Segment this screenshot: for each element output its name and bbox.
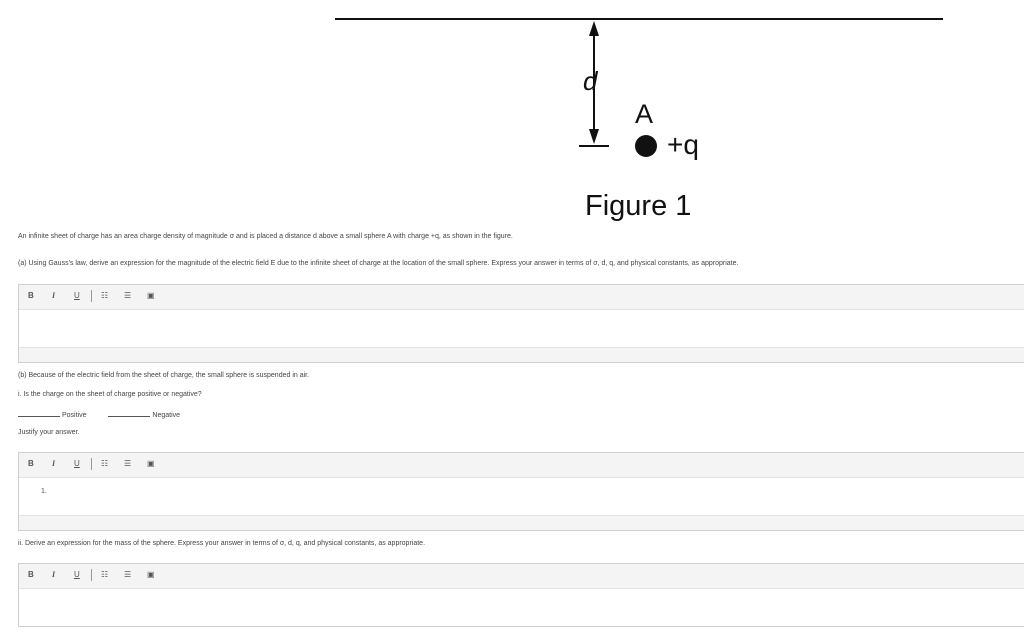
toolbar-divider [91,458,92,470]
editor-toolbar [19,285,1024,310]
positive-blank[interactable] [18,409,60,417]
figure-diagram [0,0,1024,230]
bullet-list-icon[interactable]: ☷ [101,459,109,468]
italic-button[interactable]: I [52,570,56,579]
underline-button[interactable]: U [74,459,80,468]
editor-footer [19,515,1024,530]
negative-blank[interactable] [108,409,150,417]
editor-toolbar [19,453,1024,478]
editor-toolbar [19,564,1024,589]
insert-image-icon[interactable]: ▣ [147,291,155,300]
intro-text: An infinite sheet of charge has an area charge density of magnitude σ and is placed a distance d above a small sphere A with charge +q, as shown in the figure. [18,233,513,240]
editor-text-area[interactable] [19,478,1024,515]
part-b-question-i: i. Is the charge on the sheet of charge positive or negative? [18,391,202,398]
part-b-prompt: (b) Because of the electric field from the sheet of charge, the small sphere is suspended in air. [18,372,310,379]
italic-button[interactable]: I [52,291,56,300]
underline-button[interactable]: U [74,291,80,300]
italic-button[interactable]: I [52,459,56,468]
numbered-list-icon[interactable]: ☰ [124,570,132,579]
charge-label: +q [667,129,699,160]
bold-button[interactable]: B [28,570,34,579]
bold-button[interactable]: B [28,291,34,300]
sphere-a [635,135,657,157]
part-a-prompt: (a) Using Gauss's law, derive an expression for the magnitude of the electric field E due to the infinite sheet of charge at the location of the small sphere. Express your answer in terms of σ, d, q, and physical constants, as appropriate. [18,260,739,267]
part-b-question-ii: ii. Derive an expression for the mass of the sphere. Express your answer in terms of σ, d, q, and physical constants, as appropriate. [18,540,426,547]
answer-editor-b-ii [18,563,1024,627]
editor-text-area[interactable] [19,310,1024,347]
answer-editor-b-i [18,452,1024,531]
insert-image-icon[interactable]: ▣ [147,459,155,468]
answer-editor-a [18,284,1024,363]
editor-text-area[interactable] [19,589,1024,626]
toolbar-divider [91,569,92,581]
distance-label: d [583,66,598,96]
insert-image-icon[interactable]: ▣ [147,570,155,579]
distance-arrow-head-down [589,129,599,144]
underline-button[interactable]: U [74,570,80,579]
distance-arrow-head-up [589,21,599,36]
numbered-list-icon[interactable]: ☰ [124,291,132,300]
bold-button[interactable]: B [28,459,34,468]
figure-caption: Figure 1 [585,190,692,222]
option-negative-label[interactable]: Negative [152,412,181,419]
choice-row [18,409,180,419]
editor-footer [19,347,1024,362]
option-positive-label[interactable]: Positive [62,412,87,419]
editor-list-item: 1. [41,488,47,495]
toolbar-divider [91,290,92,302]
numbered-list-icon[interactable]: ☰ [124,459,132,468]
figure-1 [0,0,1024,230]
bullet-list-icon[interactable]: ☷ [101,291,109,300]
bullet-list-icon[interactable]: ☷ [101,570,109,579]
sphere-label: A [635,99,654,129]
justify-text: Justify your answer. [18,429,80,436]
